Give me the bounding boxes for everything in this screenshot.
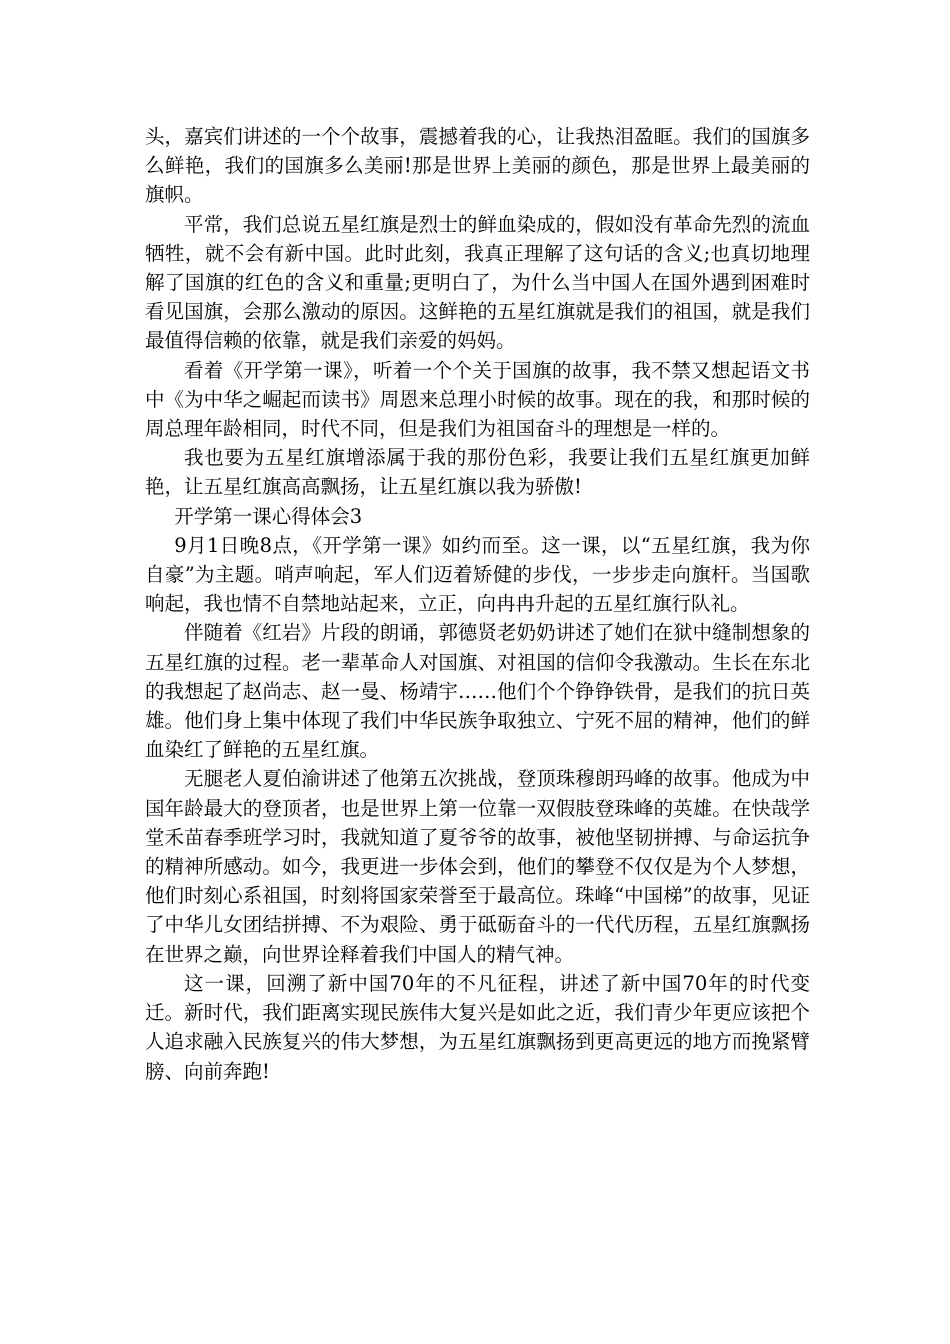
document-body xyxy=(145,122,810,1086)
paragraph-4: 我也要为五星红旗增添属于我的那份色彩，我要让我们五星红旗更加鲜艳，让五星红旗高高飘扬，让五星红旗以我为骄傲! xyxy=(145,446,810,499)
paragraph-8: 这一课，回溯了新中国70年的不凡征程，讲述了新中国70年的时代变迁。新时代，我们距离实现民族伟大复兴是如此之近，我们青少年更应该把个人追求融入民族复兴的伟大梦想，为五星红旗飘扬到更高更远的地方而挽紧臂膀、向前奔跑! xyxy=(145,971,810,1083)
paragraph-7: 无腿老人夏伯渝讲述了他第五次挑战，登顶珠穆朗玛峰的故事。他成为中国年龄最大的登顶者，也是世界上第一位靠一双假肢登珠峰的英雄。在快哉学堂禾苗春季班学习时，我就知道了夏爷爷的故事，被他坚韧拼搏、与命运抗争的精神所感动。如今，我更进一步体会到，他们的攀登不仅仅是为个人梦想，他们时刻心系祖国，时刻将国家荣誉至于最高位。珠峰“中国梯”的故事，见证了中华儿女团结拼搏、不为艰险、勇于砥砺奋斗的一代代历程，五星红旗飘扬在世界之巅，向世界诠释着我们中国人的精气神。 xyxy=(145,767,810,966)
paragraph-2: 平常，我们总说五星红旗是烈士的鲜血染成的，假如没有革命先烈的流血牺牲，就不会有新中国。此时此刻，我真正理解了这句话的含义;也真切地理解了国旗的红色的含义和重量;更明白了，为什么当中国人在国外遇到困难时看见国旗，会那么激动的原因。这鲜艳的五星红旗就是我们的祖国，就是我们最值得信赖的依靠，就是我们亲爱的妈妈。 xyxy=(145,212,810,353)
paragraph-5: 9月1日晚8点，《开学第一课》如约而至。这一课，以“五星红旗，我为你自豪”为主题。哨声响起，军人们迈着矫健的步伐，一步步走向旗杆。当国歌响起，我也情不自禁地站起来，立正，向冉冉升起的五星红旗行队礼。 xyxy=(145,533,810,616)
paragraph-3: 看着《开学第一课》，听着一个个关于国旗的故事，我不禁又想起语文书中《为中华之崛起而读书》周恩来总理小时候的故事。现在的我，和那时候的周总理年龄相同，时代不同，但是我们为祖国奋斗的理想是一样的。 xyxy=(145,358,810,441)
section-heading: 开学第一课心得体会3 xyxy=(174,504,363,528)
paragraph-1: 头，嘉宾们讲述的一个个故事，震撼着我的心，让我热泪盈眶。我们的国旗多么鲜艳，我们的国旗多么美丽!那是世界上美丽的颜色，那是世界上最美丽的旗帜。 xyxy=(145,125,810,207)
paragraph-6: 伴随着《红岩》片段的朗诵，郭德贤老奶奶讲述了她们在狱中缝制想象的五星红旗的过程。老一辈革命人对国旗、对祖国的信仰令我激动。生长在东北的我想起了赵尚志、赵一曼、杨靖宇……他们个个铮铮铁骨，是我们的抗日英雄。他们身上集中体现了我们中华民族争取独立、宁死不屈的精神，他们的鲜血染红了鲜艳的五星红旗。 xyxy=(145,621,810,762)
